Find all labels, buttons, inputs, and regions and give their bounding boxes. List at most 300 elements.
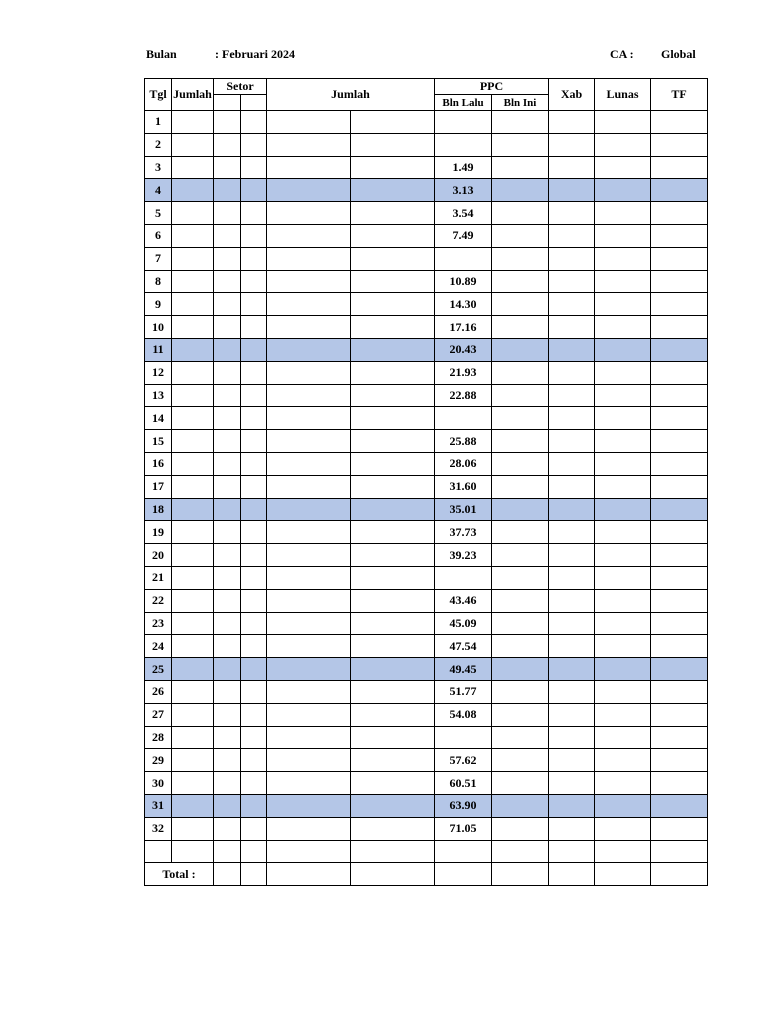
empty-cell	[351, 658, 435, 681]
table-row	[145, 247, 708, 270]
empty-cell	[651, 726, 708, 749]
empty-cell	[595, 270, 651, 293]
empty-cell	[172, 224, 214, 247]
table-row	[145, 316, 708, 339]
empty-cell	[267, 316, 351, 339]
empty-cell	[595, 407, 651, 430]
empty-cell	[351, 840, 435, 863]
table-row	[145, 270, 708, 293]
bln-lalu-cell	[435, 111, 492, 134]
empty-cell	[549, 840, 595, 863]
bln-lalu-cell: 49.45	[435, 658, 492, 681]
empty-cell	[351, 224, 435, 247]
table-row	[145, 589, 708, 612]
empty-cell	[267, 680, 351, 703]
tgl-cell: 10	[145, 316, 172, 339]
empty-cell	[241, 475, 267, 498]
empty-cell	[492, 749, 549, 772]
empty-cell	[351, 202, 435, 225]
empty-cell	[492, 566, 549, 589]
empty-cell	[267, 612, 351, 635]
empty-cell	[549, 407, 595, 430]
header-setor-sub-1	[214, 95, 241, 111]
empty-cell	[549, 361, 595, 384]
empty-cell	[214, 680, 241, 703]
empty-cell	[549, 544, 595, 567]
empty-cell	[267, 452, 351, 475]
bulan-value: : Februari 2024	[215, 47, 295, 61]
empty-cell	[267, 749, 351, 772]
empty-cell	[492, 680, 549, 703]
empty-cell	[351, 430, 435, 453]
empty-cell	[267, 840, 351, 863]
empty-cell	[241, 658, 267, 681]
empty-cell	[492, 338, 549, 361]
empty-cell	[492, 772, 549, 795]
empty-cell	[351, 726, 435, 749]
empty-cell	[214, 316, 241, 339]
empty-cell	[241, 224, 267, 247]
header-bln-lalu: Bln Lalu	[435, 95, 492, 111]
empty-cell	[241, 635, 267, 658]
empty-cell	[241, 270, 267, 293]
empty-cell	[595, 247, 651, 270]
empty-cell	[214, 794, 241, 817]
table-row	[145, 361, 708, 384]
bln-lalu-cell: 35.01	[435, 498, 492, 521]
bln-lalu-cell: 17.16	[435, 316, 492, 339]
empty-cell	[549, 338, 595, 361]
header-ppc: PPC	[435, 79, 549, 95]
empty-cell	[492, 452, 549, 475]
empty-cell	[492, 316, 549, 339]
empty-cell	[214, 452, 241, 475]
bln-lalu-cell: 3.13	[435, 179, 492, 202]
empty-cell	[595, 749, 651, 772]
bln-lalu-cell: 43.46	[435, 589, 492, 612]
tgl-cell: 24	[145, 635, 172, 658]
empty-cell	[549, 658, 595, 681]
empty-cell	[241, 566, 267, 589]
empty-cell	[267, 224, 351, 247]
empty-cell	[651, 202, 708, 225]
empty-cell	[172, 293, 214, 316]
tgl-cell: 18	[145, 498, 172, 521]
bln-lalu-cell: 60.51	[435, 772, 492, 795]
empty-cell	[595, 384, 651, 407]
empty-cell	[549, 452, 595, 475]
bln-lalu-cell	[435, 407, 492, 430]
empty-cell	[595, 133, 651, 156]
table-row	[145, 338, 708, 361]
bln-lalu-cell	[435, 840, 492, 863]
empty-cell	[241, 430, 267, 453]
empty-cell	[241, 498, 267, 521]
empty-cell	[267, 703, 351, 726]
empty-cell	[595, 498, 651, 521]
empty-cell	[172, 726, 214, 749]
empty-cell	[492, 430, 549, 453]
empty-cell	[651, 430, 708, 453]
empty-cell	[172, 544, 214, 567]
header-jumlah-2: Jumlah	[267, 79, 435, 111]
empty-cell	[492, 156, 549, 179]
empty-cell	[595, 293, 651, 316]
table-row	[145, 726, 708, 749]
empty-cell	[214, 475, 241, 498]
empty-cell	[241, 703, 267, 726]
empty-cell	[214, 589, 241, 612]
empty-cell	[172, 338, 214, 361]
empty-cell	[172, 179, 214, 202]
bln-lalu-cell: 1.49	[435, 156, 492, 179]
empty-cell	[172, 156, 214, 179]
total-label: Total :	[145, 863, 214, 886]
empty-cell	[595, 772, 651, 795]
empty-cell	[549, 270, 595, 293]
empty-cell	[595, 224, 651, 247]
empty-cell	[595, 156, 651, 179]
total-cell	[492, 863, 549, 886]
empty-cell	[214, 430, 241, 453]
empty-cell	[241, 794, 267, 817]
empty-cell	[492, 840, 549, 863]
empty-cell	[651, 179, 708, 202]
empty-cell	[549, 635, 595, 658]
empty-cell	[172, 133, 214, 156]
empty-cell	[214, 156, 241, 179]
empty-cell	[214, 566, 241, 589]
empty-cell	[595, 361, 651, 384]
empty-cell	[351, 111, 435, 134]
empty-cell	[549, 316, 595, 339]
empty-cell	[492, 726, 549, 749]
empty-cell	[492, 589, 549, 612]
empty-cell	[172, 817, 214, 840]
empty-cell	[549, 703, 595, 726]
empty-cell	[492, 407, 549, 430]
empty-cell	[241, 817, 267, 840]
empty-cell	[214, 384, 241, 407]
empty-cell	[549, 224, 595, 247]
table-row	[145, 430, 708, 453]
empty-cell	[172, 703, 214, 726]
empty-cell	[651, 749, 708, 772]
empty-cell	[595, 817, 651, 840]
empty-cell	[492, 224, 549, 247]
empty-cell	[492, 794, 549, 817]
bln-lalu-cell: 14.30	[435, 293, 492, 316]
table-row	[145, 817, 708, 840]
empty-cell	[267, 635, 351, 658]
empty-cell	[241, 156, 267, 179]
empty-cell	[651, 270, 708, 293]
empty-cell	[267, 202, 351, 225]
empty-cell	[172, 316, 214, 339]
table-row	[145, 772, 708, 795]
table-row	[145, 111, 708, 134]
table-row	[145, 544, 708, 567]
empty-cell	[241, 111, 267, 134]
empty-cell	[241, 726, 267, 749]
table-row	[145, 224, 708, 247]
empty-cell	[214, 361, 241, 384]
empty-cell	[351, 407, 435, 430]
empty-cell	[214, 498, 241, 521]
empty-cell	[651, 156, 708, 179]
empty-cell	[214, 521, 241, 544]
empty-cell	[651, 703, 708, 726]
empty-cell	[351, 612, 435, 635]
bln-lalu-cell: 7.49	[435, 224, 492, 247]
empty-cell	[549, 475, 595, 498]
header-lunas: Lunas	[595, 79, 651, 111]
bln-lalu-cell: 10.89	[435, 270, 492, 293]
tgl-cell: 26	[145, 680, 172, 703]
empty-cell	[214, 202, 241, 225]
empty-cell	[241, 202, 267, 225]
total-cell	[435, 863, 492, 886]
table-row	[145, 156, 708, 179]
empty-cell	[549, 817, 595, 840]
empty-cell	[351, 384, 435, 407]
tgl-cell: 1	[145, 111, 172, 134]
empty-cell	[241, 749, 267, 772]
bln-lalu-cell: 28.06	[435, 452, 492, 475]
empty-cell	[492, 498, 549, 521]
empty-cell	[492, 270, 549, 293]
empty-cell	[172, 794, 214, 817]
empty-cell	[172, 361, 214, 384]
tgl-cell: 27	[145, 703, 172, 726]
empty-cell	[351, 179, 435, 202]
empty-cell	[172, 430, 214, 453]
empty-cell	[241, 680, 267, 703]
tgl-cell: 19	[145, 521, 172, 544]
bln-lalu-cell	[435, 566, 492, 589]
empty-cell	[595, 794, 651, 817]
empty-cell	[351, 498, 435, 521]
empty-cell	[651, 247, 708, 270]
empty-cell	[549, 612, 595, 635]
table-row	[145, 133, 708, 156]
empty-cell	[214, 817, 241, 840]
empty-cell	[492, 384, 549, 407]
header-xab: Xab	[549, 79, 595, 111]
tgl-cell: 8	[145, 270, 172, 293]
empty-cell	[651, 316, 708, 339]
empty-cell	[351, 794, 435, 817]
bln-lalu-cell: 47.54	[435, 635, 492, 658]
empty-cell	[267, 772, 351, 795]
tgl-cell: 23	[145, 612, 172, 635]
empty-cell	[549, 566, 595, 589]
empty-cell	[651, 498, 708, 521]
empty-cell	[351, 475, 435, 498]
tgl-cell: 12	[145, 361, 172, 384]
empty-cell	[172, 407, 214, 430]
empty-cell	[172, 475, 214, 498]
bln-lalu-cell	[435, 726, 492, 749]
empty-cell	[595, 726, 651, 749]
empty-cell	[651, 224, 708, 247]
tgl-cell: 2	[145, 133, 172, 156]
empty-cell	[267, 270, 351, 293]
empty-cell	[595, 475, 651, 498]
total-cell	[241, 863, 267, 886]
empty-cell	[651, 566, 708, 589]
empty-cell	[267, 179, 351, 202]
empty-cell	[492, 817, 549, 840]
table-row	[145, 612, 708, 635]
table-row	[145, 566, 708, 589]
empty-cell	[492, 612, 549, 635]
tgl-cell: 11	[145, 338, 172, 361]
empty-cell	[241, 840, 267, 863]
empty-cell	[651, 407, 708, 430]
empty-cell	[651, 452, 708, 475]
bln-lalu-cell: 22.88	[435, 384, 492, 407]
table-row	[145, 179, 708, 202]
empty-cell	[651, 384, 708, 407]
empty-cell	[492, 111, 549, 134]
tgl-cell: 4	[145, 179, 172, 202]
empty-cell	[595, 544, 651, 567]
empty-cell	[214, 179, 241, 202]
bln-lalu-cell: 21.93	[435, 361, 492, 384]
empty-cell	[351, 749, 435, 772]
bln-lalu-cell: 20.43	[435, 338, 492, 361]
empty-cell	[651, 772, 708, 795]
table-row	[145, 498, 708, 521]
empty-cell	[214, 749, 241, 772]
empty-cell	[214, 635, 241, 658]
empty-cell	[267, 133, 351, 156]
empty-cell	[241, 293, 267, 316]
empty-cell	[214, 338, 241, 361]
empty-cell	[651, 794, 708, 817]
table-row	[145, 840, 708, 863]
total-cell	[549, 863, 595, 886]
empty-cell	[549, 726, 595, 749]
empty-cell	[595, 430, 651, 453]
empty-cell	[651, 475, 708, 498]
empty-cell	[351, 247, 435, 270]
empty-cell	[651, 111, 708, 134]
empty-cell	[267, 544, 351, 567]
empty-cell	[214, 703, 241, 726]
ppc-table	[144, 78, 708, 886]
table-row	[145, 749, 708, 772]
empty-cell	[351, 544, 435, 567]
total-cell	[595, 863, 651, 886]
empty-cell	[651, 817, 708, 840]
empty-cell	[172, 772, 214, 795]
empty-cell	[549, 133, 595, 156]
empty-cell	[267, 361, 351, 384]
empty-cell	[351, 680, 435, 703]
empty-cell	[492, 202, 549, 225]
empty-cell	[351, 589, 435, 612]
tgl-cell: 17	[145, 475, 172, 498]
empty-cell	[595, 521, 651, 544]
empty-cell	[351, 293, 435, 316]
header-tgl: Tgl	[145, 79, 172, 111]
empty-cell	[549, 156, 595, 179]
table-row	[145, 407, 708, 430]
bln-lalu-cell: 63.90	[435, 794, 492, 817]
header-setor-sub-2	[241, 95, 267, 111]
empty-cell	[267, 338, 351, 361]
empty-cell	[651, 521, 708, 544]
empty-cell	[351, 156, 435, 179]
empty-cell	[351, 817, 435, 840]
empty-cell	[651, 293, 708, 316]
tgl-cell: 7	[145, 247, 172, 270]
empty-cell	[595, 680, 651, 703]
empty-cell	[492, 521, 549, 544]
empty-cell	[214, 247, 241, 270]
table-row	[145, 680, 708, 703]
empty-cell	[351, 703, 435, 726]
empty-cell	[241, 772, 267, 795]
table-row	[145, 202, 708, 225]
empty-cell	[549, 293, 595, 316]
empty-cell	[492, 133, 549, 156]
empty-cell	[241, 361, 267, 384]
empty-cell	[172, 452, 214, 475]
empty-cell	[214, 658, 241, 681]
table-row	[145, 452, 708, 475]
empty-cell	[267, 430, 351, 453]
empty-cell	[267, 498, 351, 521]
tgl-cell: 25	[145, 658, 172, 681]
empty-cell	[549, 384, 595, 407]
empty-cell	[241, 247, 267, 270]
empty-cell	[241, 589, 267, 612]
header-tf: TF	[651, 79, 708, 111]
empty-cell	[492, 361, 549, 384]
empty-cell	[241, 338, 267, 361]
empty-cell	[351, 566, 435, 589]
empty-cell	[351, 635, 435, 658]
empty-cell	[549, 521, 595, 544]
table-row	[145, 293, 708, 316]
empty-cell	[214, 270, 241, 293]
empty-cell	[651, 658, 708, 681]
bln-lalu-cell: 3.54	[435, 202, 492, 225]
empty-cell	[351, 772, 435, 795]
empty-cell	[267, 817, 351, 840]
tgl-cell: 16	[145, 452, 172, 475]
bln-lalu-cell: 54.08	[435, 703, 492, 726]
empty-cell	[214, 544, 241, 567]
empty-cell	[267, 521, 351, 544]
empty-cell	[549, 749, 595, 772]
empty-cell	[214, 726, 241, 749]
empty-cell	[492, 703, 549, 726]
empty-cell	[214, 111, 241, 134]
empty-cell	[267, 247, 351, 270]
empty-cell	[651, 840, 708, 863]
empty-cell	[351, 338, 435, 361]
empty-cell	[595, 316, 651, 339]
bln-lalu-cell: 31.60	[435, 475, 492, 498]
empty-cell	[172, 589, 214, 612]
total-cell	[651, 863, 708, 886]
tgl-cell: 32	[145, 817, 172, 840]
empty-cell	[172, 658, 214, 681]
